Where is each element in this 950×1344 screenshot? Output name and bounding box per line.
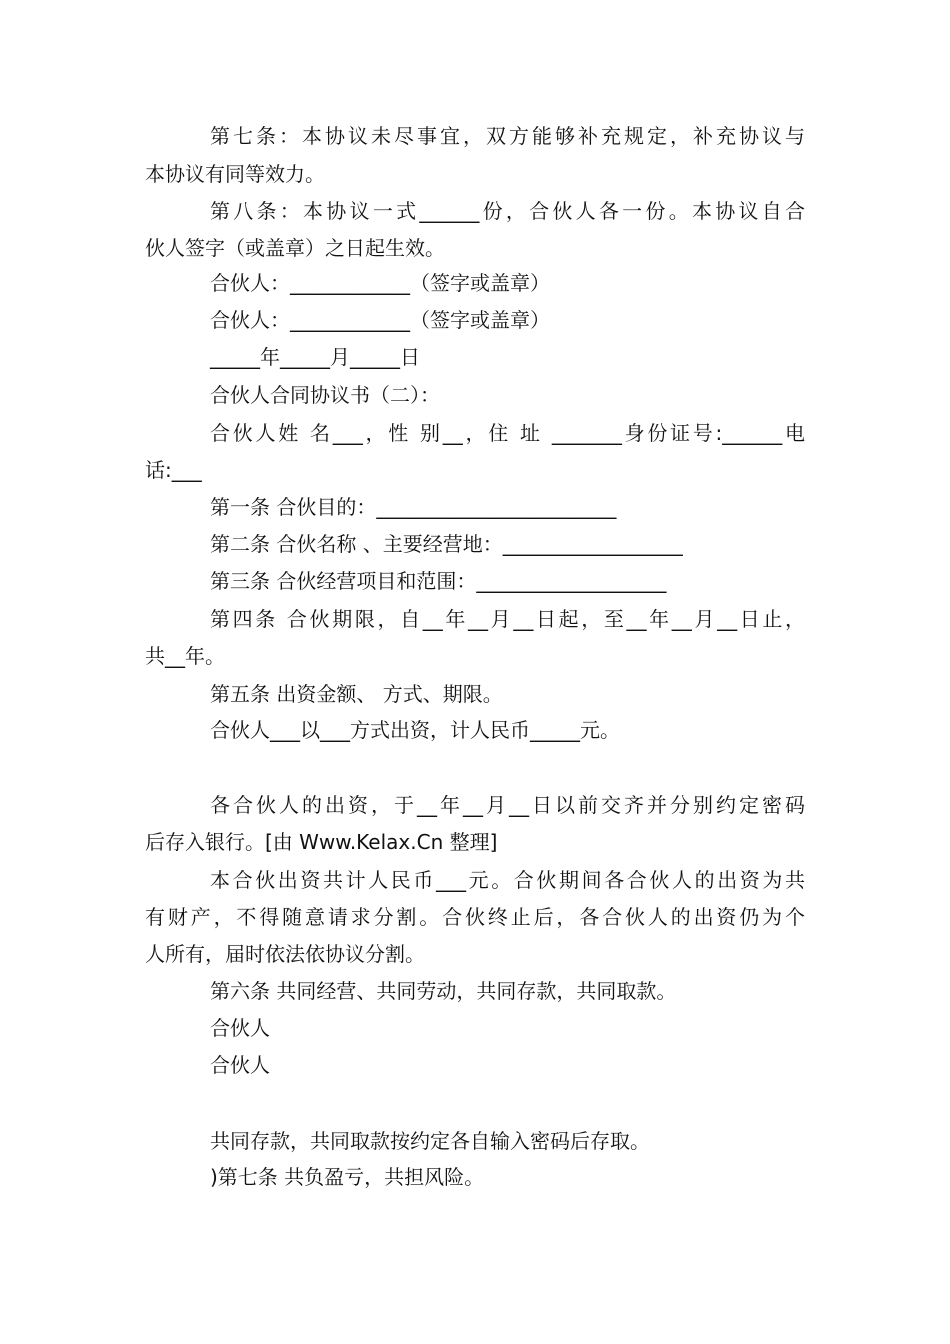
article-5-contribution: 合伙人___以___方式出资，计人民币_____元。 <box>210 718 620 742</box>
article-3-scope: 第三条 合伙经营项目和范围：___________________ <box>210 569 667 593</box>
article-4-term-line-1: 第四条 合伙期限，自__年__月__日起，至__年__月__日止， <box>210 607 805 631</box>
total-contribution-line-1: 本合伙出资共计人民币___元。合伙期间各合伙人的出资为共 <box>210 868 805 892</box>
deposit-withdrawal-note: 共同存款，共同取款按约定各自输入密码后存取。 <box>210 1129 650 1153</box>
article-2-name-location: 第二条 合伙名称 、主要经营地：__________________ <box>210 532 683 556</box>
article-1-purpose: 第一条 合伙目的：________________________ <box>210 495 617 519</box>
article-8-line-1: 第八条：本协议一式______份，合伙人各一份。本协议自合 <box>210 199 805 223</box>
partner-label-1: 合伙人 <box>210 1016 270 1040</box>
article-7-profit-loss: )第七条 共负盈亏，共担风险。 <box>210 1165 485 1189</box>
signing-date: _____年_____月_____日 <box>210 345 420 369</box>
partner-info-line-2: 话:___ <box>145 458 202 482</box>
article-5-title: 第五条 出资金额、 方式、期限。 <box>210 682 503 706</box>
total-contribution-line-3: 人所有，届时依法依协议分割。 <box>145 942 425 966</box>
contract-2-title: 合伙人合同协议书（二）： <box>210 383 440 407</box>
article-7-line-1: 第七条：本协议未尽事宜，双方能够补充规定，补充协议与 <box>210 124 805 148</box>
partner-info-line-1: 合伙人姓 名___，性 别__，住 址 _______身份证号:______电 <box>210 421 805 445</box>
partner-signature-2: 合伙人：____________（签字或盖章） <box>210 308 550 332</box>
article-6: 第六条 共同经营、共同劳动，共同存款，共同取款。 <box>210 979 677 1003</box>
partner-label-2: 合伙人 <box>210 1053 270 1077</box>
contribution-deadline-line-2: 后存入银行。[由 Www.Kelax.Cn 整理] <box>145 830 498 854</box>
article-8-line-2: 伙人签字（或盖章）之日起生效。 <box>145 236 445 260</box>
article-4-term-line-2: 共__年。 <box>145 644 225 668</box>
total-contribution-line-2: 有财产，不得随意请求分割。合伙终止后，各合伙人的出资仍为个 <box>145 905 805 929</box>
partner-signature-1: 合伙人：____________（签字或盖章） <box>210 271 550 295</box>
article-7-line-2: 本协议有同等效力。 <box>145 162 325 186</box>
contribution-deadline-line-1: 各合伙人的出资，于__年__月__日以前交齐并分别约定密码 <box>210 793 805 817</box>
